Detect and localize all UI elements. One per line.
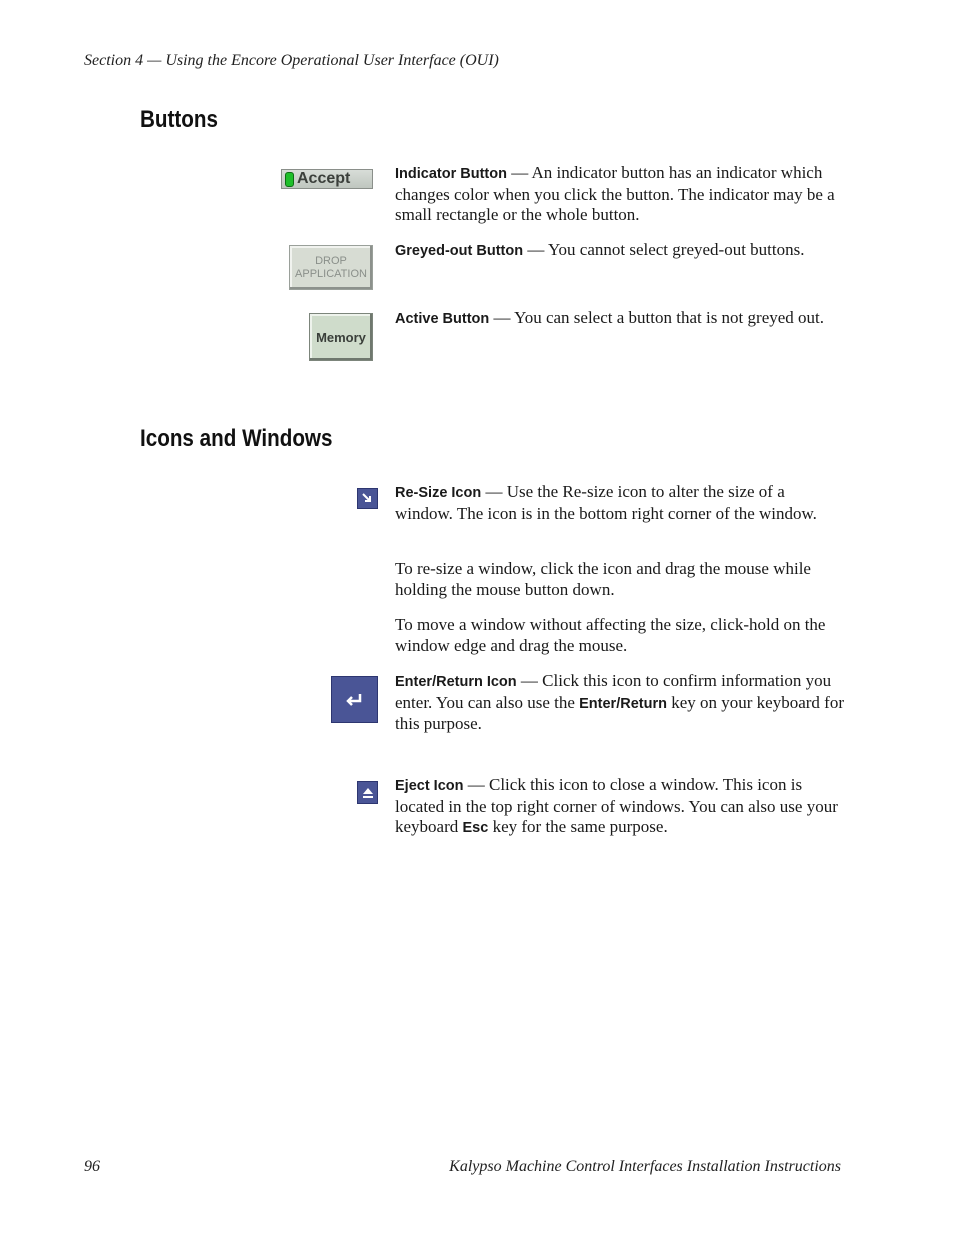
esc-key: Esc	[462, 820, 489, 836]
resize-icon-description: Re-Size Icon — Use the Re-size icon to alter the size of a window. The icon is in the bottom right corner of the window.	[395, 482, 817, 523]
enter-return-icon[interactable]	[331, 676, 378, 723]
indicator-button-term: Indicator Button	[395, 166, 507, 182]
enter-return-key: Enter/Return	[579, 695, 667, 712]
page-number: 96	[84, 1158, 100, 1175]
eject-symbol-icon	[362, 787, 374, 799]
green-indicator-icon	[285, 172, 294, 187]
accept-indicator-button[interactable]	[281, 169, 373, 189]
enter-icon-term: Enter/Return Icon	[395, 674, 517, 690]
eject-icon-term: Eject Icon	[395, 778, 464, 794]
resize-icon[interactable]	[357, 488, 378, 509]
resize-instructions: To re-size a window, click the icon and drag the mouse while holding the mouse button down.	[395, 559, 811, 599]
drop-application-greyed-button	[289, 245, 373, 290]
memory-active-button[interactable]	[309, 313, 373, 361]
drop-label-line1: DROP	[315, 254, 347, 267]
resize-arrow-icon	[361, 492, 374, 505]
eject-icon-description: Eject Icon — Click this icon to close a window. This icon is located in the top right corner of windows. You can also use your keyboard Esc key for the same purpose.	[395, 775, 838, 836]
footer-doc-title: Kalypso Machine Control Interfaces Installation Instructions	[449, 1158, 841, 1175]
greyed-button-description: Greyed-out Button — You cannot select greyed-out buttons.	[395, 240, 805, 259]
running-header: Section 4 — Using the Encore Operational User Interface (OUI)	[84, 52, 499, 69]
enter-icon-description: Enter/Return Icon — Click this icon to confirm information you enter. You can also use the Enter/Return key on your keyboard for this purpose.	[395, 671, 844, 733]
move-window-instructions: To move a window without affecting the size, click-hold on the window edge and drag the mouse.	[395, 615, 826, 655]
accept-label: Accept	[297, 170, 351, 187]
enter-arrow-icon	[345, 692, 365, 708]
drop-label-line2: APPLICATION	[295, 267, 367, 280]
active-button-description: Active Button — You can select a button that is not greyed out.	[395, 308, 825, 327]
memory-label: Memory	[316, 329, 366, 345]
active-button-term: Active Button	[395, 311, 490, 327]
eject-icon[interactable]	[357, 781, 378, 804]
indicator-button-description: Indicator Button — An indicator button has an indicator which changes color when you click the button. The indicator may be a small rectangle or the whole button.	[395, 163, 835, 224]
greyed-button-term: Greyed-out Button	[395, 243, 524, 259]
buttons-heading: Buttons	[140, 106, 218, 133]
icons-windows-heading: Icons and Windows	[140, 425, 333, 452]
resize-icon-term: Re-Size Icon	[395, 485, 482, 501]
